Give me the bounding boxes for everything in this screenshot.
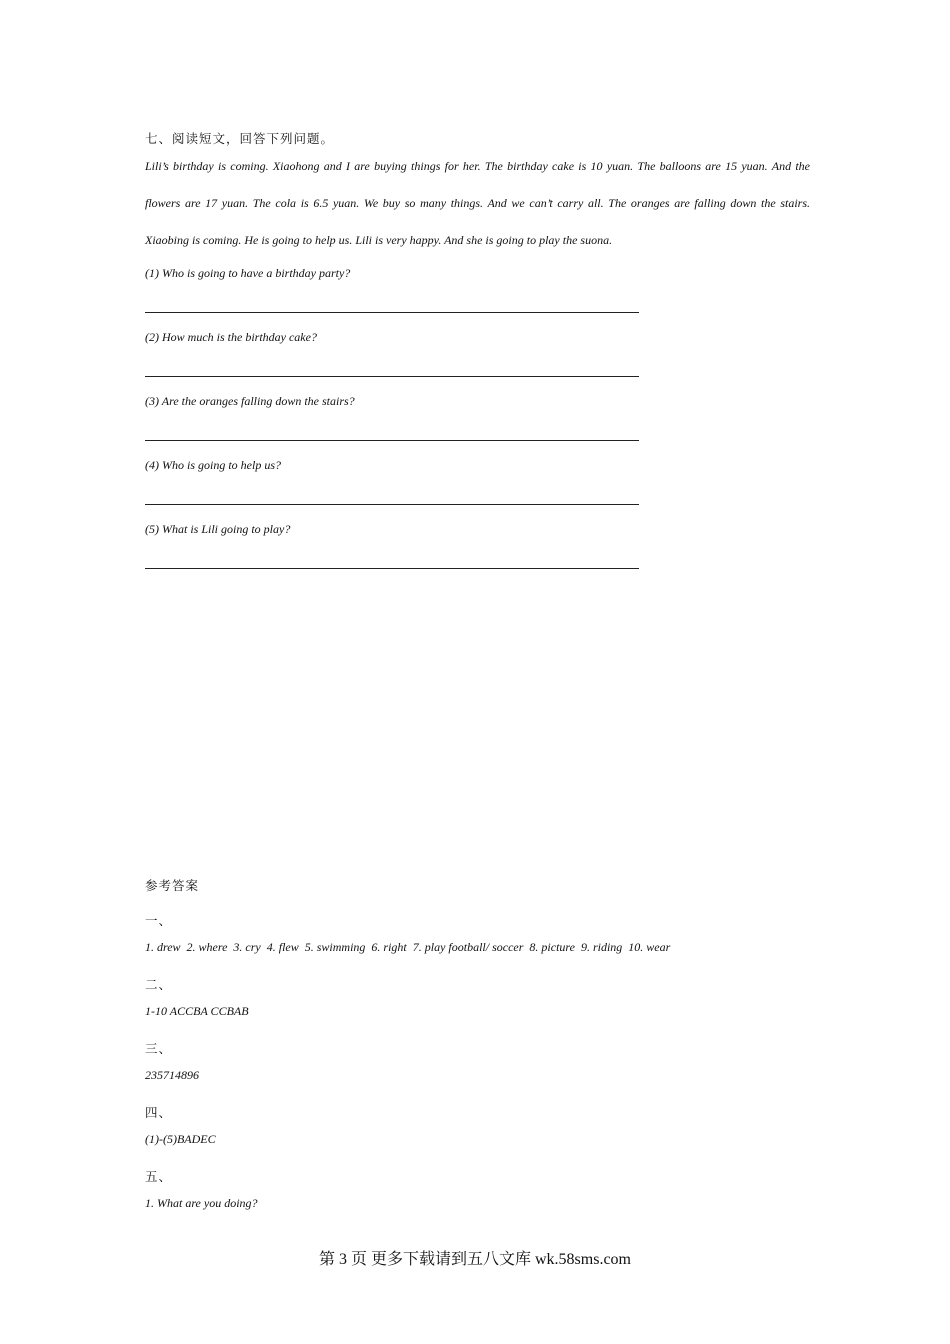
answer-part-label-1: 一、 [145, 913, 173, 928]
answer-part-content-1: 1. drew 2. where 3. cry 4. flew 5. swimming 6. right 7. play football/ soccer 8. picture 9. riding 10. wear [145, 940, 671, 954]
question-1: (1) Who is going to have a birthday party? [145, 266, 351, 280]
question-3: (3) Are the oranges falling down the stairs? [145, 394, 355, 408]
question-5: (5) What is Lili going to play? [145, 522, 291, 536]
answer-line-5 [145, 568, 639, 569]
answer-line-2 [145, 376, 639, 377]
answer-part-content-2: 1-10 ACCBA CCBAB [145, 1004, 249, 1018]
question-4: (4) Who is going to help us? [145, 458, 281, 472]
answer-line-4 [145, 504, 639, 505]
answer-part-content-5: 1. What are you doing? [145, 1196, 258, 1210]
answer-part-content-3: 235714896 [145, 1068, 199, 1082]
answer-part-content-4: (1)-(5)BADEC [145, 1132, 216, 1146]
answer-part-label-3: 三、 [145, 1041, 173, 1056]
reading-passage: Lili’s birthday is coming. Xiaohong and I are buying things for her. The birthday cake is 10 yuan. The balloons are 15 yuan. And the flowers are 17 yuan. The cola is 6.5 yuan. We buy so many things. And we can’t carry all. The oranges are falling down the stairs. Xiaobing is coming. He is going to help us. Lili is very happy. And she is going to play the suona. [145, 159, 810, 247]
answer-part-label-4: 四、 [145, 1105, 173, 1120]
answer-part-label-2: 二、 [145, 977, 173, 992]
question-2: (2) How much is the birthday cake? [145, 330, 317, 344]
section-heading: 七、阅读短文，回答下列问题。 [145, 131, 335, 146]
page-footer: 第 3 页 更多下载请到五八文库 wk.58sms.com [318, 1251, 631, 1268]
answer-key-heading: 参考答案 [145, 878, 200, 893]
answer-part-label-5: 五、 [145, 1169, 173, 1184]
answer-line-3 [145, 440, 639, 441]
answer-line-1 [145, 312, 639, 313]
